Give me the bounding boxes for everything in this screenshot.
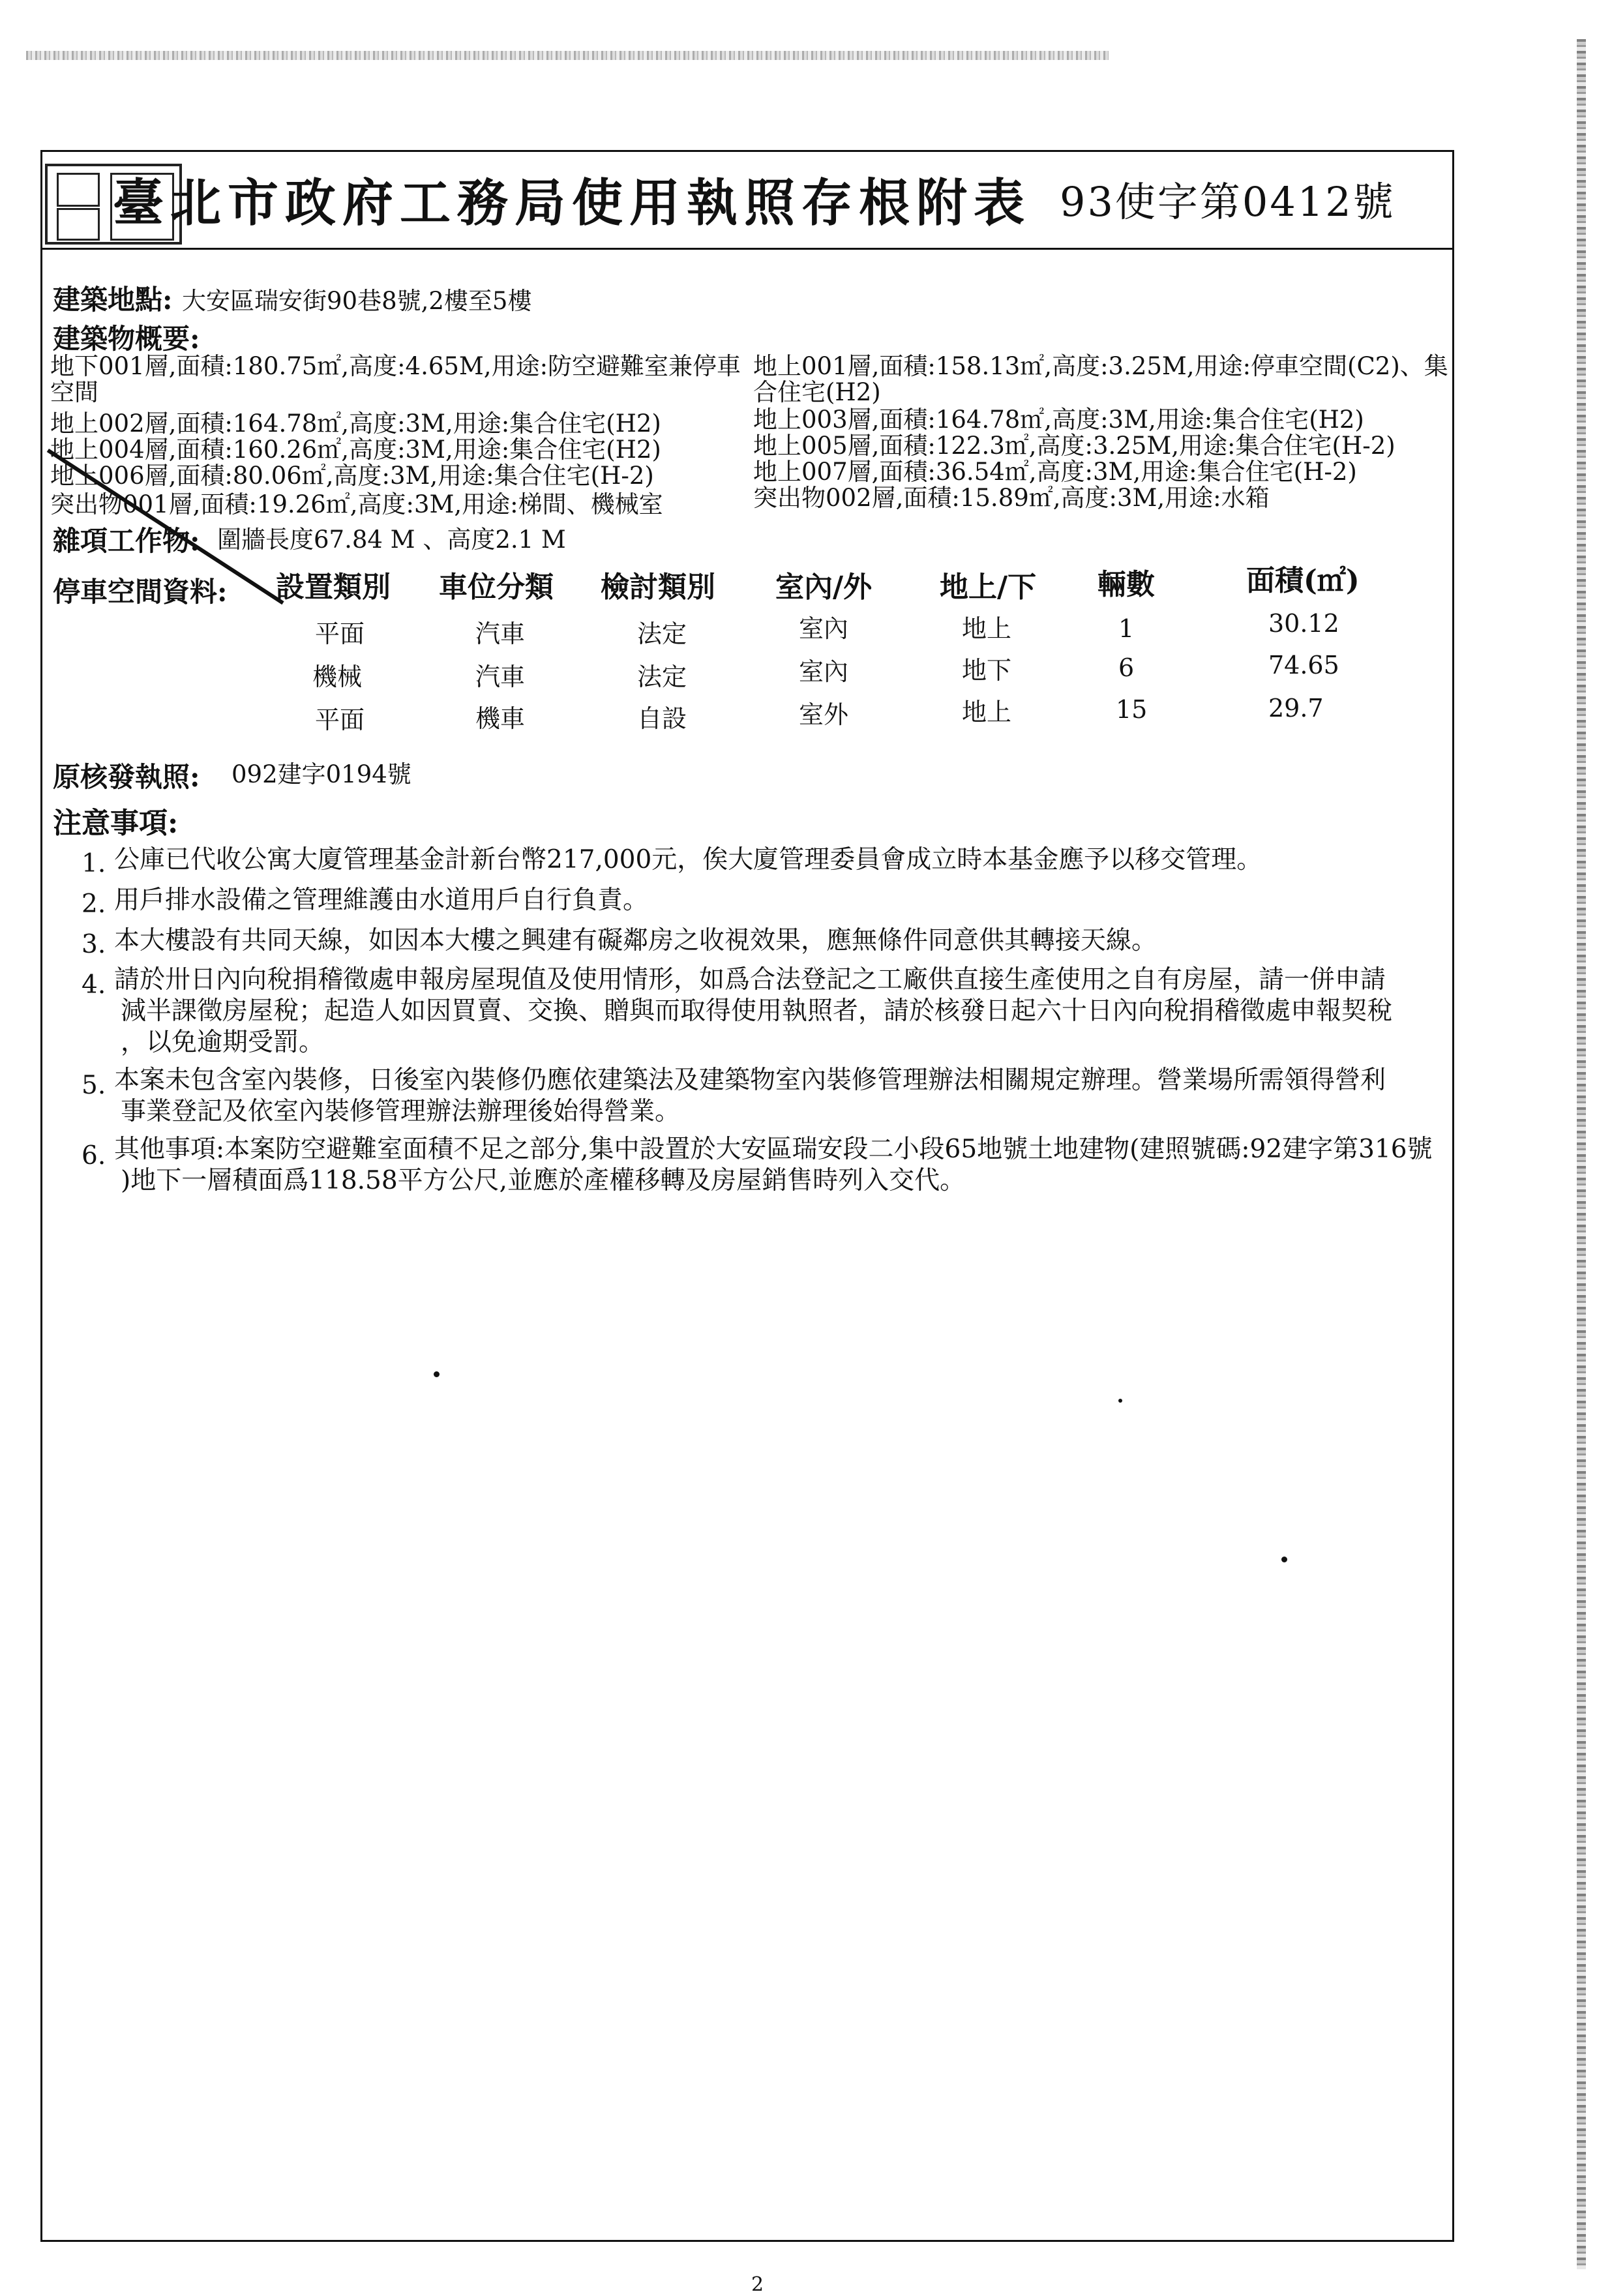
overview-right-line: 地上001層,面積:158.13㎡,高度:3.25M,用途:停車空間(C2)、集 (753, 352, 1448, 380)
overview-right-line: 合住宅(H2) (753, 378, 881, 406)
table-cell: 平面 (315, 706, 365, 734)
parking-header: 室內/外 (775, 571, 873, 604)
table-cell: 平面 (315, 619, 365, 648)
overview-left-line: 地上002層,面積:164.78㎡,高度:3M,用途:集合住宅(H2) (50, 410, 661, 438)
parking-header: 面積(㎡) (1246, 564, 1360, 597)
note-line: 請於卅日內向稅捐稽徵處申報房屋現值及使用情形，如爲合法登記之工廠供直接生產使用之自有房屋，請一併申請 (114, 965, 1386, 994)
note-number: 3. (82, 930, 106, 959)
table-cell: 室內 (799, 657, 849, 686)
scan-speck (434, 1371, 440, 1377)
table-cell: 汽車 (475, 663, 526, 691)
table-cell: 自設 (637, 704, 687, 733)
scan-speck (1281, 1557, 1287, 1562)
table-cell: 室內 (799, 614, 849, 643)
note-number: 5. (82, 1071, 106, 1100)
scan-edge-right (1577, 39, 1586, 2269)
table-cell: 地下 (962, 656, 1012, 685)
document-title: 臺北市政府工務局使用執照存根附表 (113, 173, 1032, 233)
note-line: )地下一層積面爲118.58平方公尺,並應於產權移轉及房屋銷售時列入交代。 (121, 1166, 966, 1195)
note-number: 4. (82, 970, 106, 1000)
table-cell: 法定 (637, 619, 687, 648)
note-line: 本大樓設有共同天線，如因本大樓之興建有礙鄰房之收視效果，應無條件同意供其轉接天線。 (114, 926, 1157, 955)
table-cell: 機械 (312, 663, 363, 691)
note-line: 用戶排水設備之管理維護由水道用戶自行負責。 (114, 886, 649, 915)
document-frame (40, 150, 1454, 2242)
overview-right-line: 突出物002層,面積:15.89㎡,高度:3M,用途:水箱 (753, 484, 1270, 512)
permit-number: 93使字第0412號 (1060, 178, 1396, 226)
original-permit-label: 原核發執照: (53, 761, 200, 793)
misc-structures-label: 雜項工作物: (53, 525, 200, 557)
parking-header: 地上/下 (940, 571, 1037, 604)
table-cell: 法定 (637, 663, 687, 691)
building-site-label: 建築地點: (53, 284, 173, 316)
table-cell: 6 (1118, 653, 1135, 682)
overview-left-line: 地上006層,面積:80.06㎡,高度:3M,用途:集合住宅(H-2) (50, 462, 654, 490)
note-line: 其他事項:本案防空避難室面積不足之部分,集中設置於大安區瑞安段二小段65地號土地建物(建照號碼:92建字第316號 (114, 1135, 1433, 1164)
misc-structures-value: 圍牆長度67.84 M 、高度2.1 M (217, 526, 566, 554)
note-line: 事業登記及依室內裝修管理辦法辦理後始得營業。 (121, 1097, 681, 1126)
scan-speck (1118, 1399, 1122, 1403)
note-number: 6. (82, 1141, 106, 1170)
table-cell: 汽車 (475, 619, 526, 648)
table-cell: 1 (1118, 614, 1135, 643)
overview-left-line: 突出物001層,面積:19.26㎡,高度:3M,用途:梯間、機械室 (50, 490, 663, 518)
note-number: 1. (82, 849, 106, 878)
building-site-value: 大安區瑞安街90巷8號,2樓至5樓 (182, 287, 532, 315)
table-cell: 74.65 (1268, 651, 1339, 679)
table-cell: 30.12 (1268, 609, 1339, 638)
table-cell: 29.7 (1268, 694, 1324, 723)
page-number: 2 (751, 2273, 764, 2296)
note-line: ，以免逾期受罰。 (121, 1028, 325, 1057)
parking-label: 停車空間資料: (53, 576, 228, 608)
table-cell: 地上 (962, 698, 1012, 726)
original-permit-value: 092建字0194號 (231, 760, 411, 788)
parking-header: 檢討類別 (601, 571, 715, 604)
note-number: 2. (82, 889, 106, 919)
notes-heading: 注意事項: (53, 807, 179, 840)
table-cell: 15 (1116, 695, 1148, 724)
building-overview-label: 建築物概要: (53, 323, 200, 355)
overview-left-line: 空間 (50, 378, 98, 406)
note-line: 減半課徵房屋稅；起造人如因買賣、交換、贈與而取得使用執照者，請於核發日起六十日內向稅捐稽徵處申報契稅 (121, 996, 1393, 1026)
overview-right-line: 地上005層,面積:122.3㎡,高度:3.25M,用途:集合住宅(H-2) (753, 432, 1396, 460)
note-line: 公庫已代收公寓大廈管理基金計新台幣217,000元，俟大廈管理委員會成立時本基金應予以移交管理。 (114, 845, 1262, 874)
scan-noise-top (26, 51, 1109, 60)
table-cell: 機車 (475, 704, 526, 733)
parking-header: 輛數 (1097, 568, 1155, 601)
title-bar (42, 152, 1452, 250)
overview-right-line: 地上003層,面積:164.78㎡,高度:3M,用途:集合住宅(H2) (753, 406, 1364, 434)
overview-right-line: 地上007層,面積:36.54㎡,高度:3M,用途:集合住宅(H-2) (753, 458, 1357, 486)
table-cell: 地上 (962, 614, 1012, 643)
note-line: 本案未包含室內裝修，日後室內裝修仍應依建築法及建築物室內裝修管理辦法相關規定辦理。營業場所需領得營利 (114, 1066, 1386, 1095)
parking-header: 設置類別 (276, 571, 391, 604)
table-cell: 室外 (799, 700, 849, 729)
overview-left-line: 地下001層,面積:180.75㎡,高度:4.65M,用途:防空避難室兼停車 (50, 352, 741, 380)
overview-left-line: 地上004層,面積:160.26㎡,高度:3M,用途:集合住宅(H2) (50, 436, 661, 464)
parking-header: 車位分類 (439, 571, 554, 604)
